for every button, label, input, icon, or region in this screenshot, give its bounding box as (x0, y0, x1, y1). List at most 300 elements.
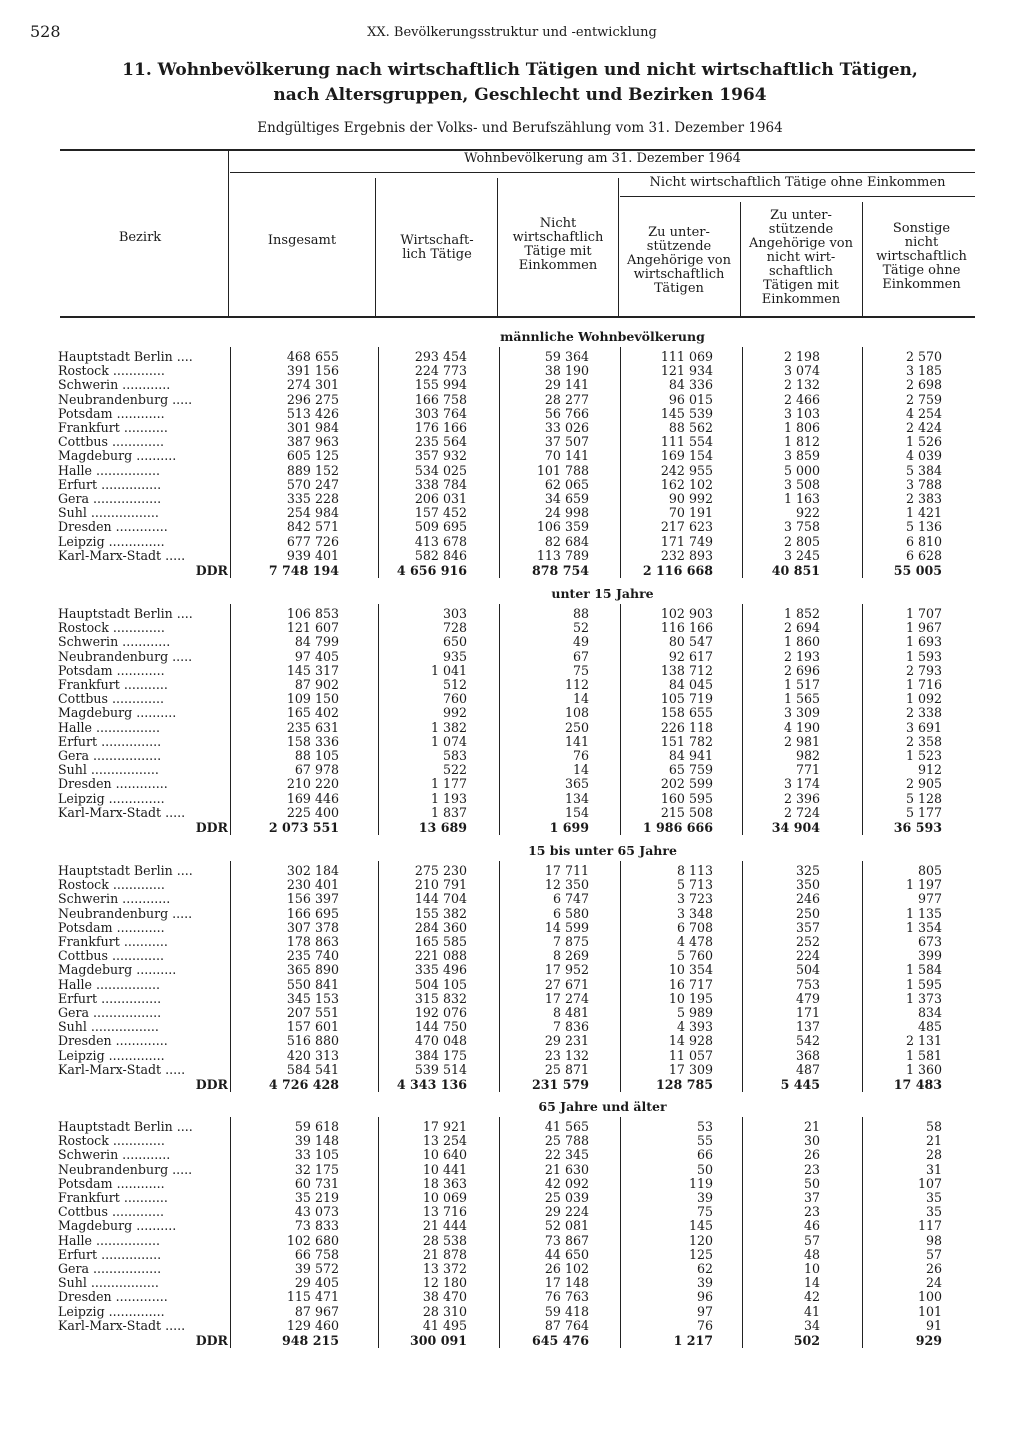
table-row (0, 1177, 1024, 1191)
table-cell: 207 551 (286, 1005, 339, 1020)
table-cell: 26 102 (544, 1261, 589, 1276)
table-cell: 307 378 (286, 919, 339, 935)
table-cell: 303 (442, 606, 467, 621)
table-cell: 584 541 (286, 1061, 339, 1077)
table-cell: 165 585 (414, 934, 467, 949)
table-cell: 1 193 (430, 790, 467, 806)
district-name: Suhl ................. (58, 1276, 159, 1291)
table-cell: 1 041 (430, 662, 467, 678)
district-name: Frankfurt ........... (58, 935, 168, 949)
table-cell: 206 031 (414, 491, 467, 506)
table-cell: 28 277 (544, 391, 589, 407)
table-row (0, 721, 1024, 735)
table-cell: 3 174 (783, 776, 820, 792)
table-row (0, 921, 1024, 935)
table-cell: 399 (917, 948, 942, 964)
table-cell: 44 650 (544, 1246, 589, 1262)
table-cell: 178 863 (286, 934, 339, 949)
table-cell: 165 402 (286, 705, 339, 721)
table-cell: 368 (795, 1047, 820, 1063)
header-rule-1 (230, 172, 975, 173)
table-cell: 88 (572, 606, 589, 621)
table-cell: 107 (917, 1175, 942, 1191)
table-cell: 31 (925, 1161, 942, 1177)
table-cell: 842 571 (286, 519, 339, 535)
table-cell: 46 (803, 1218, 820, 1234)
district-name: Rostock ............. (58, 621, 165, 636)
table-cell: 60 731 (294, 1175, 339, 1191)
header-bezirk: Bezirk (118, 230, 162, 245)
table-cell: 25 871 (544, 1061, 589, 1077)
table-cell: 10 069 (422, 1190, 467, 1205)
table-row (0, 350, 1024, 364)
table-cell: 66 758 (294, 1246, 339, 1262)
table-cell: 1 707 (905, 606, 942, 621)
table-row (0, 378, 1024, 392)
table-cell: 50 (696, 1161, 713, 1177)
table-cell: 70 141 (544, 448, 589, 464)
table-cell: 119 (688, 1175, 713, 1191)
table-cell: 387 963 (286, 434, 339, 450)
total-cell: 231 579 (532, 1077, 589, 1092)
table-cell: 3 185 (905, 363, 942, 379)
table-cell: 56 766 (544, 405, 589, 421)
table-cell: 21 444 (422, 1218, 467, 1234)
table-cell: 156 397 (286, 891, 339, 907)
table-cell: 42 092 (544, 1175, 589, 1191)
table-cell: 2 793 (905, 662, 942, 678)
table-cell: 468 655 (286, 349, 339, 364)
table-cell: 108 (564, 705, 589, 721)
table-cell: 154 (564, 804, 589, 820)
table-cell: 1 967 (905, 620, 942, 636)
table-cell: 3 103 (783, 405, 820, 421)
header-col-nwt-mit-einkommen: Nicht wirtschaftlich Tätige mit Einkommen (512, 216, 604, 273)
district-name: Halle ................ (58, 1233, 161, 1248)
table-row (0, 1262, 1024, 1276)
table-cell: 59 418 (544, 1303, 589, 1319)
table-cell: 88 562 (668, 420, 713, 435)
table-cell: 2 198 (783, 349, 820, 364)
table-cell: 284 360 (414, 919, 467, 935)
table-cell: 111 554 (660, 434, 713, 450)
section-title: 65 Jahre und älter (538, 1099, 667, 1114)
table-row (0, 949, 1024, 963)
table-cell: 5 177 (905, 804, 942, 820)
table-row (0, 1290, 1024, 1304)
total-cell: 17 483 (893, 1077, 942, 1092)
table-cell: 3 309 (783, 705, 820, 721)
table-cell: 539 514 (414, 1061, 467, 1077)
table-row (0, 1319, 1024, 1333)
table-cell: 1 584 (905, 962, 942, 978)
table-cell: 97 (696, 1303, 713, 1319)
table-cell: 22 345 (544, 1147, 589, 1163)
table-row (0, 492, 1024, 506)
table-cell: 3 348 (676, 905, 713, 921)
table-cell: 57 (803, 1232, 820, 1248)
table-cell: 2 132 (783, 377, 820, 393)
table-row (0, 1163, 1024, 1177)
table-row (0, 864, 1024, 878)
table-cell: 1 523 (905, 748, 942, 763)
table-row (0, 735, 1024, 749)
table-cell: 6 628 (905, 547, 942, 563)
table-row (0, 449, 1024, 463)
table-cell: 226 118 (660, 719, 713, 735)
table-cell: 117 (917, 1218, 942, 1234)
table-cell: 75 (696, 1204, 713, 1220)
district-name: Karl-Marx-Stadt ..... (58, 548, 186, 563)
table-row (0, 435, 1024, 449)
table-cell: 29 231 (544, 1033, 589, 1049)
total-cell: 2 116 668 (642, 563, 713, 578)
table-cell: 2 338 (905, 705, 942, 721)
table-cell: 1 581 (905, 1047, 942, 1063)
table-cell: 87 967 (294, 1303, 339, 1319)
table-cell: 413 678 (414, 533, 467, 549)
total-cell: 645 476 (532, 1333, 589, 1348)
table-cell: 1 860 (783, 634, 820, 650)
table-cell: 4 190 (783, 719, 820, 735)
table-cell: 26 (803, 1147, 820, 1163)
table-cell: 33 105 (294, 1147, 339, 1163)
table-cell: 512 (442, 677, 467, 692)
table-cell: 935 (442, 648, 467, 664)
table-cell: 1 693 (905, 634, 942, 650)
table-cell: 3 245 (783, 547, 820, 563)
table-cell: 97 405 (294, 648, 339, 664)
district-name: Erfurt ............... (58, 1247, 162, 1262)
table-cell: 98 (925, 1232, 942, 1248)
table-cell: 522 (442, 762, 467, 778)
table-cell: 166 695 (286, 905, 339, 921)
header-divider-3 (618, 178, 619, 316)
table-cell: 805 (917, 863, 942, 878)
table-cell: 87 902 (294, 677, 339, 692)
total-cell: 948 215 (282, 1333, 339, 1348)
table-row (0, 892, 1024, 906)
table-cell: 158 655 (660, 705, 713, 721)
table-cell: 112 (564, 677, 589, 692)
table-cell: 192 076 (414, 1005, 467, 1020)
table-row (0, 364, 1024, 378)
section-title: unter 15 Jahre (551, 586, 654, 601)
header-divider-1 (375, 178, 376, 316)
table-row (0, 706, 1024, 720)
district-name: Dresden ............. (58, 1034, 168, 1049)
table-cell: 21 (925, 1133, 942, 1149)
table-cell: 37 (803, 1190, 820, 1205)
table-cell: 87 764 (544, 1317, 589, 1333)
table-cell: 485 (917, 1019, 942, 1035)
header-col-angehoerige-wt: Zu unter- stützende Angehörige von wirtschaftlich Tätigen (626, 225, 732, 296)
table-row (0, 1020, 1024, 1034)
table-row (0, 664, 1024, 678)
table-cell: 101 788 (536, 462, 589, 478)
table-cell: 92 617 (668, 648, 713, 664)
table-cell: 171 749 (660, 533, 713, 549)
total-label: DDR (195, 820, 228, 835)
table-cell: 2 694 (783, 620, 820, 636)
table-cell: 70 191 (668, 505, 713, 521)
total-label: DDR (195, 1333, 228, 1348)
table-cell: 1 526 (905, 434, 942, 450)
table-cell: 66 (696, 1147, 713, 1163)
header-col-sonstige: Sonstige nicht wirtschaftlich Tätige ohne Einkommen (876, 221, 967, 292)
table-row (0, 607, 1024, 621)
table-row (0, 650, 1024, 664)
table-cell: 3 788 (905, 476, 942, 492)
table-cell: 982 (795, 748, 820, 763)
table-cell: 315 832 (414, 990, 467, 1006)
table-cell: 55 (696, 1133, 713, 1149)
total-row (0, 1078, 1024, 1092)
table-cell: 155 994 (414, 377, 467, 393)
table-cell: 96 (696, 1289, 713, 1305)
table-cell: 52 081 (544, 1218, 589, 1234)
district-name: Schwerin ............ (58, 635, 171, 650)
table-cell: 32 175 (294, 1161, 339, 1177)
total-cell: 13 689 (418, 820, 467, 835)
table-cell: 1 837 (430, 804, 467, 820)
table-cell: 21 630 (544, 1161, 589, 1177)
table-cell: 145 317 (286, 662, 339, 678)
table-cell: 13 254 (422, 1133, 467, 1149)
district-name: Neubrandenburg ..... (58, 392, 193, 407)
table-cell: 26 (925, 1261, 942, 1276)
total-cell: 4 656 916 (396, 563, 467, 578)
table-cell: 2 981 (783, 733, 820, 749)
district-name: Rostock ............. (58, 878, 165, 893)
table-row (0, 1049, 1024, 1063)
table-cell: 357 932 (414, 448, 467, 464)
table-cell: 2 424 (905, 420, 942, 435)
table-cell: 169 446 (286, 790, 339, 806)
district-name: Hauptstadt Berlin .... (58, 350, 193, 364)
table-cell: 17 952 (544, 962, 589, 978)
table-cell: 21 878 (422, 1246, 467, 1262)
running-head: XX. Bevölkerungsstruktur und -entwicklung (367, 25, 657, 40)
table-cell: 39 (696, 1275, 713, 1291)
table-cell: 5 000 (783, 462, 820, 478)
table-cell: 144 750 (414, 1019, 467, 1035)
table-cell: 2 131 (905, 1033, 942, 1049)
table-row (0, 478, 1024, 492)
total-cell: 1 699 (549, 820, 589, 835)
table-cell: 889 152 (286, 462, 339, 478)
table-cell: 6 810 (905, 533, 942, 549)
table-cell: 303 764 (414, 405, 467, 421)
table-cell: 111 069 (660, 349, 713, 364)
table-cell: 1 421 (905, 505, 942, 521)
table-cell: 38 470 (422, 1289, 467, 1305)
district-name: Erfurt ............... (58, 734, 162, 749)
total-cell: 4 726 428 (268, 1077, 339, 1092)
table-cell: 23 (803, 1161, 820, 1177)
header-divider-2 (497, 178, 498, 316)
table-cell: 145 (688, 1218, 713, 1234)
table-cell: 59 364 (544, 349, 589, 364)
table-cell: 487 (795, 1061, 820, 1077)
table-cell: 977 (917, 891, 942, 907)
table-cell: 82 684 (544, 533, 589, 549)
district-name: Leipzig .............. (58, 534, 165, 549)
table-cell: 3 691 (905, 719, 942, 735)
table-cell: 8 269 (552, 948, 589, 964)
table-cell: 516 880 (286, 1033, 339, 1049)
table-row (0, 878, 1024, 892)
total-cell: 40 851 (771, 563, 820, 578)
table-cell: 5 989 (676, 1005, 713, 1020)
table-cell: 3 859 (783, 448, 820, 464)
table-cell: 105 719 (660, 691, 713, 707)
table-cell: 232 893 (660, 547, 713, 563)
district-name: Potsdam ............ (58, 920, 165, 935)
table-cell: 14 (572, 762, 589, 778)
table-cell: 325 (795, 863, 820, 878)
table-cell: 1 382 (430, 719, 467, 735)
table-cell: 1 177 (430, 776, 467, 792)
table-cell: 338 784 (414, 476, 467, 492)
total-label: DDR (195, 1077, 228, 1092)
district-name: Neubrandenburg ..... (58, 1162, 193, 1177)
table-cell: 250 (564, 719, 589, 735)
table-cell: 57 (925, 1246, 942, 1262)
table-cell: 106 853 (286, 606, 339, 621)
table-cell: 5 384 (905, 462, 942, 478)
table-cell: 76 (696, 1317, 713, 1333)
table-row (0, 1276, 1024, 1290)
table-cell: 96 015 (668, 391, 713, 407)
table-cell: 75 (572, 662, 589, 678)
district-name: Cottbus ............. (58, 949, 165, 964)
district-name: Magdeburg .......... (58, 963, 177, 978)
section-title: männliche Wohnbevölkerung (500, 329, 705, 344)
table-cell: 29 405 (294, 1275, 339, 1291)
table-cell: 12 180 (422, 1275, 467, 1291)
table-cell: 384 175 (414, 1047, 467, 1063)
table-row (0, 1205, 1024, 1219)
table-cell: 2 805 (783, 533, 820, 549)
table-row (0, 978, 1024, 992)
table-row (0, 635, 1024, 649)
table-cell: 11 057 (668, 1047, 713, 1063)
table-cell: 67 978 (294, 762, 339, 778)
table-cell: 17 711 (544, 863, 589, 878)
table-cell: 550 841 (286, 976, 339, 992)
table-cell: 10 354 (668, 962, 713, 978)
total-cell: 5 445 (780, 1077, 820, 1092)
table-cell: 677 726 (286, 533, 339, 549)
district-name: Neubrandenburg ..... (58, 906, 193, 921)
table-cell: 157 601 (286, 1019, 339, 1035)
table-cell: 1 806 (783, 420, 820, 435)
table-cell: 102 903 (660, 606, 713, 621)
table-cell: 13 372 (422, 1261, 467, 1276)
district-name: Gera ................. (58, 1262, 162, 1276)
district-name: Magdeburg .......... (58, 706, 177, 721)
table-cell: 242 955 (660, 462, 713, 478)
total-cell: 1 986 666 (642, 820, 713, 835)
district-name: Karl-Marx-Stadt ..... (58, 1062, 186, 1077)
table-cell: 50 (803, 1175, 820, 1191)
table-cell: 1 595 (905, 976, 942, 992)
district-name: Erfurt ............... (58, 991, 162, 1006)
table-cell: 49 (572, 634, 589, 650)
table-cell: 246 (795, 891, 820, 907)
district-name: Dresden ............. (58, 777, 168, 792)
table-row (0, 678, 1024, 692)
table-cell: 4 254 (905, 405, 942, 421)
table-cell: 62 065 (544, 476, 589, 492)
table-cell: 202 599 (660, 776, 713, 792)
table-cell: 302 184 (286, 863, 339, 878)
district-name: Frankfurt ........... (58, 1191, 168, 1205)
table-row (0, 621, 1024, 635)
table-cell: 37 507 (544, 434, 589, 450)
table-cell: 365 890 (286, 962, 339, 978)
table-cell: 28 538 (422, 1232, 467, 1248)
table-cell: 39 572 (294, 1261, 339, 1276)
table-cell: 2 466 (783, 391, 820, 407)
table-cell: 1 354 (905, 919, 942, 935)
table-cell: 29 224 (544, 1204, 589, 1220)
total-cell: 55 005 (893, 563, 942, 578)
table-cell: 14 928 (668, 1033, 713, 1049)
table-cell: 513 426 (286, 405, 339, 421)
table-cell: 235 740 (286, 948, 339, 964)
table-cell: 420 313 (286, 1047, 339, 1063)
table-cell: 14 (803, 1275, 820, 1291)
table-cell: 771 (795, 762, 820, 778)
total-cell: 2 073 551 (268, 820, 339, 835)
district-name: Suhl ................. (58, 506, 159, 521)
table-cell: 224 773 (414, 363, 467, 379)
table-cell: 5 713 (676, 877, 713, 893)
header-divider-4 (740, 202, 741, 316)
table-cell: 2 724 (783, 804, 820, 820)
table-cell: 17 309 (668, 1061, 713, 1077)
table-row (0, 907, 1024, 921)
district-name: Halle ................ (58, 977, 161, 992)
table-cell: 3 508 (783, 476, 820, 492)
table-cell: 25 788 (544, 1133, 589, 1149)
table-cell: 1 092 (905, 691, 942, 707)
table-cell: 162 102 (660, 476, 713, 492)
total-cell: 128 785 (656, 1077, 713, 1092)
district-name: Leipzig .............. (58, 791, 165, 806)
total-cell: 4 343 136 (396, 1077, 467, 1092)
table-cell: 542 (795, 1033, 820, 1049)
table-cell: 18 363 (422, 1175, 467, 1191)
table-cell: 34 659 (544, 491, 589, 506)
table-cell: 30 (803, 1133, 820, 1149)
table-cell: 151 782 (660, 733, 713, 749)
table-cell: 84 799 (294, 634, 339, 650)
table-cell: 215 508 (660, 804, 713, 820)
table-cell: 4 393 (676, 1019, 713, 1035)
table-cell: 912 (917, 762, 942, 778)
page-number: 528 (30, 22, 61, 41)
table-cell: 5 128 (905, 790, 942, 806)
table-cell: 67 (572, 648, 589, 664)
table-cell: 235 564 (414, 434, 467, 450)
table-cell: 760 (442, 691, 467, 707)
table-cell: 350 (795, 877, 820, 893)
table-row (0, 464, 1024, 478)
table-cell: 4 478 (676, 934, 713, 949)
